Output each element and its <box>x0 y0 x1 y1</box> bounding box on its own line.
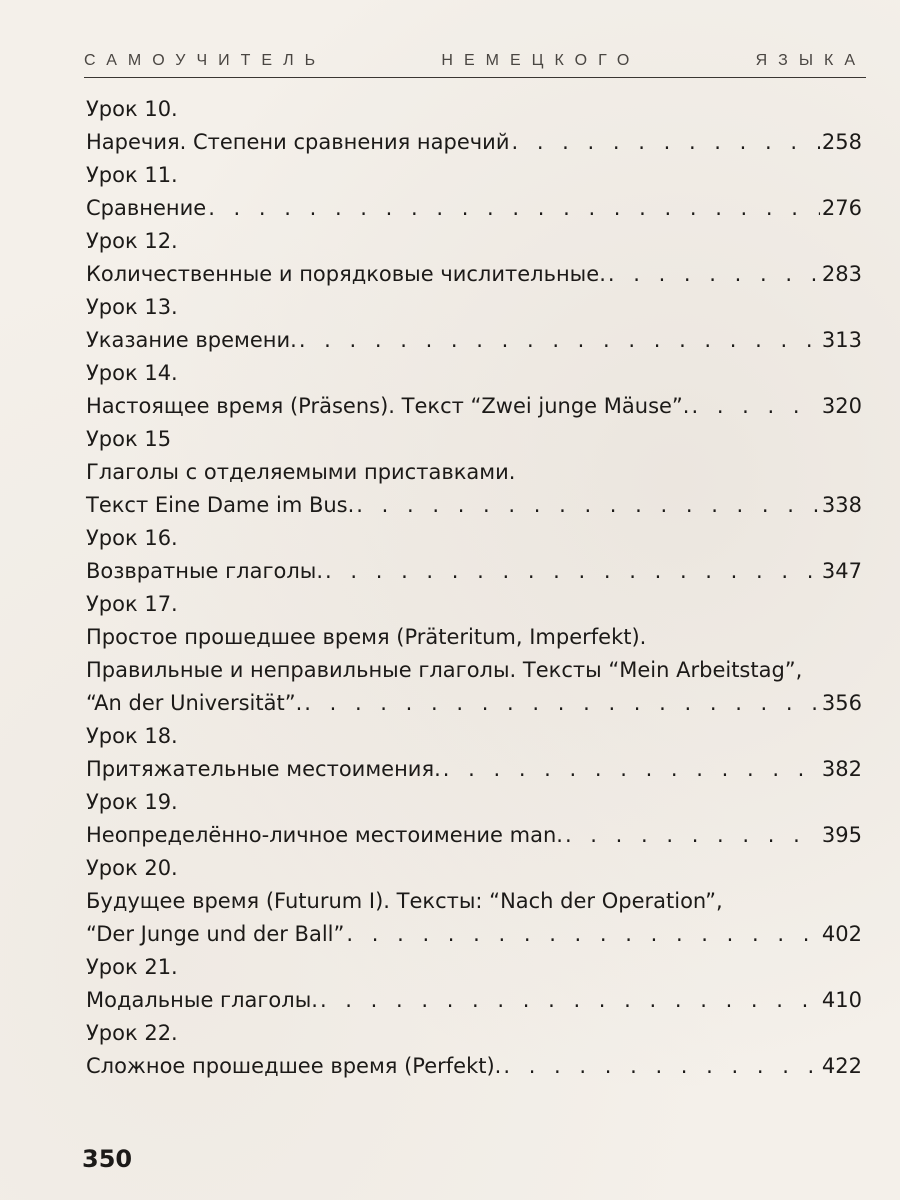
toc-lesson-heading: Урок 22. <box>86 1021 178 1045</box>
toc-lesson-heading: Урок 15 <box>86 427 172 451</box>
dot-leader <box>299 324 820 357</box>
toc-lesson-heading: Урок 10. <box>86 97 178 121</box>
toc-page-number: 313 <box>821 328 862 352</box>
toc-page-number: 402 <box>821 922 862 946</box>
toc-page-number: 422 <box>821 1054 862 1078</box>
toc-entry[interactable] <box>86 258 862 291</box>
toc-entry[interactable] <box>86 819 862 852</box>
toc-page-number: 382 <box>821 757 862 781</box>
toc-lesson-heading: Урок 19. <box>86 790 178 814</box>
toc-lesson-heading: Урок 18. <box>86 724 178 748</box>
dot-leader <box>346 918 820 951</box>
toc-lesson-heading: Урок 16. <box>86 526 178 550</box>
dot-leader <box>443 753 820 786</box>
toc-entry[interactable] <box>86 555 862 588</box>
toc-lesson-heading: Урок 11. <box>86 163 178 187</box>
toc-entry-title: Модальные глаголы. <box>86 988 318 1012</box>
toc-entry[interactable] <box>86 489 862 522</box>
toc-page-number: 410 <box>821 988 862 1012</box>
toc-entry[interactable] <box>86 126 862 159</box>
toc-entry-title: Возвратные глаголы. <box>86 559 324 583</box>
toc-entry-title: Сравнение <box>86 196 207 220</box>
toc-entry-title: Наречия. Степени сравнения наречий <box>86 130 510 154</box>
table-of-contents <box>86 93 862 1083</box>
toc-entry-title: Неопределённо-личное местоимение man. <box>86 823 563 847</box>
toc-page-number: 395 <box>821 823 862 847</box>
toc-entry[interactable] <box>86 192 862 225</box>
toc-entry[interactable] <box>86 753 862 786</box>
toc-entry[interactable] <box>86 390 862 423</box>
header-rule <box>84 77 866 78</box>
page-number: 350 <box>82 1145 133 1173</box>
toc-entry-line: Простое прошедшее время (Präteritum, Imperfekt). <box>86 625 647 649</box>
toc-entry-line: Будущее время (Futurum I). Тексты: “Nach der Operation”, <box>86 889 723 913</box>
toc-entry[interactable] <box>86 918 862 951</box>
toc-entry[interactable] <box>86 324 862 357</box>
toc-page-number: 283 <box>821 262 862 286</box>
toc-entry-title: Сложное прошедшее время (Perfekt). <box>86 1054 502 1078</box>
toc-entry-title: “An der Universität”. <box>86 691 303 715</box>
dot-leader <box>325 555 820 588</box>
toc-page-number: 276 <box>821 196 862 220</box>
dot-leader <box>691 390 819 423</box>
toc-entry-title: Количественные и порядковые числительные. <box>86 262 606 286</box>
toc-lesson-heading: Урок 12. <box>86 229 178 253</box>
running-head-word: ЯЗЫКА <box>755 52 866 69</box>
dot-leader <box>356 489 820 522</box>
toc-page-number: 320 <box>821 394 862 418</box>
running-head <box>84 52 866 70</box>
toc-lesson-heading: Урок 17. <box>86 592 178 616</box>
dot-leader <box>208 192 820 225</box>
toc-lesson-heading: Урок 14. <box>86 361 178 385</box>
toc-entry[interactable] <box>86 984 862 1017</box>
toc-page-number: 347 <box>821 559 862 583</box>
toc-entry[interactable] <box>86 1050 862 1083</box>
dot-leader <box>304 687 820 720</box>
toc-lesson-heading: Урок 13. <box>86 295 178 319</box>
toc-entry-title: Настоящее время (Präsens). Текст “Zwei junge Mäuse”. <box>86 394 690 418</box>
dot-leader <box>320 984 820 1017</box>
dot-leader <box>608 258 820 291</box>
dot-leader <box>565 819 820 852</box>
dot-leader <box>503 1050 820 1083</box>
toc-entry-line: Глаголы с отделяемыми приставками. <box>86 460 516 484</box>
toc-entry[interactable] <box>86 687 862 720</box>
toc-lesson-heading: Урок 20. <box>86 856 178 880</box>
toc-entry-title: Текст Eine Dame im Bus. <box>86 493 355 517</box>
toc-page-number: 338 <box>821 493 862 517</box>
toc-lesson-heading: Урок 21. <box>86 955 178 979</box>
toc-page-number: 356 <box>821 691 862 715</box>
toc-entry-title: Притяжательные местоимения. <box>86 757 441 781</box>
running-head-word: САМОУЧИТЕЛЬ <box>84 52 327 69</box>
running-head-word: НЕМЕЦКОГО <box>441 52 641 69</box>
toc-entry-line: Правильные и неправильные глаголы. Тексты “Mein Arbeitstag”, <box>86 658 803 682</box>
dot-leader <box>511 126 819 159</box>
toc-entry-title: Указание времени. <box>86 328 297 352</box>
toc-page-number: 258 <box>821 130 862 154</box>
toc-entry-title: “Der Junge und der Ball” <box>86 922 345 946</box>
